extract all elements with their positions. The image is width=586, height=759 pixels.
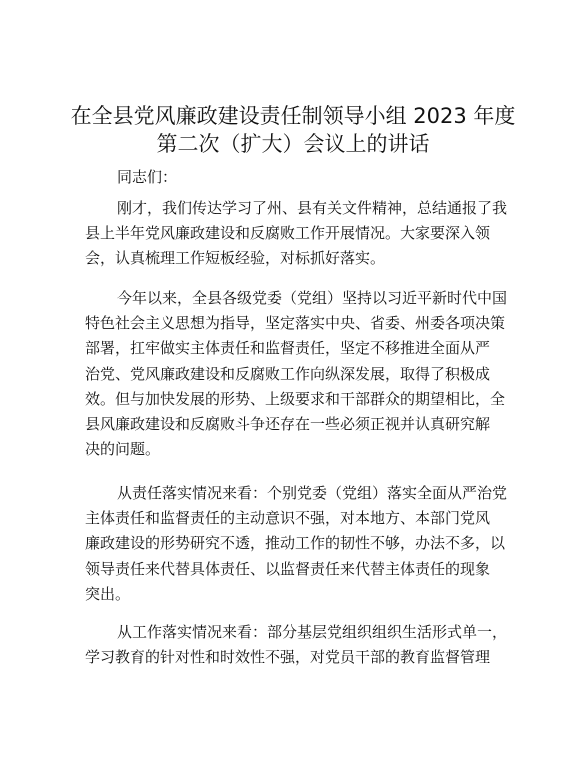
title-line-2: 第二次（扩大）会议上的讲话 — [156, 132, 430, 156]
paragraph-line: 主体责任和监督责任的主动意识不强，对本地方、本部门党风 — [85, 509, 491, 528]
paragraph-line: 从工作落实情况来看：部分基层党组织组织生活形式单一， — [117, 623, 508, 641]
paragraph-1 — [85, 196, 508, 272]
paragraph-2 — [85, 286, 508, 462]
paragraph-line: 部署，扛牢做实主体责任和监督责任，坚定不移推进全面从严 — [85, 339, 491, 358]
paragraph-line: 刚才，我们传达学习了州、县有关文件精神，总结通报了我 — [117, 199, 508, 217]
paragraph-line: 县上半年党风廉政建设和反腐败工作开展情况。大家要深入领 — [85, 224, 491, 243]
paragraph-line: 领导责任来代替具体责任、以监督责任来代替主体责任的现象 — [85, 559, 491, 578]
paragraph-3 — [85, 481, 508, 607]
paragraph-line: 县风廉政建设和反腐败斗争还存在一些必须正视并认真研究解 — [85, 414, 491, 433]
paragraph-line: 从责任落实情况来看：个别党委（党组）落实全面从严治党 — [117, 484, 508, 502]
paragraph-line: 特色社会主义思想为指导，坚定落实中央、省委、州委各项决策 — [85, 314, 506, 333]
paragraph-4 — [85, 620, 508, 670]
paragraph-line: 学习教育的针对性和时效性不强，对党员干部的教育监督管理 — [85, 648, 491, 667]
paragraph-line: 治党、党风廉政建设和反腐败工作向纵深发展，取得了积极成 — [85, 364, 491, 383]
salutation: 同志们： — [117, 168, 178, 186]
paragraph-line: 突出。 — [85, 584, 131, 603]
document-title — [60, 102, 526, 158]
paragraph-line: 今年以来，全县各级党委（党组）坚持以习近平新时代中国 — [117, 289, 508, 307]
paragraph-line: 决的问题。 — [85, 440, 161, 459]
paragraph-line: 效。但与加快发展的形势、上级要求和干部群众的期望相比，全 — [85, 389, 506, 408]
paragraph-line: 会，认真梳理工作短板经验，对标抓好落实。 — [85, 249, 386, 268]
paragraph-line: 廉政建设的形势研究不透，推动工作的韧性不够，办法不多，以 — [85, 534, 506, 553]
title-line-1: 在全县党风廉政建设责任制领导小组 2023 年度 — [70, 104, 516, 128]
